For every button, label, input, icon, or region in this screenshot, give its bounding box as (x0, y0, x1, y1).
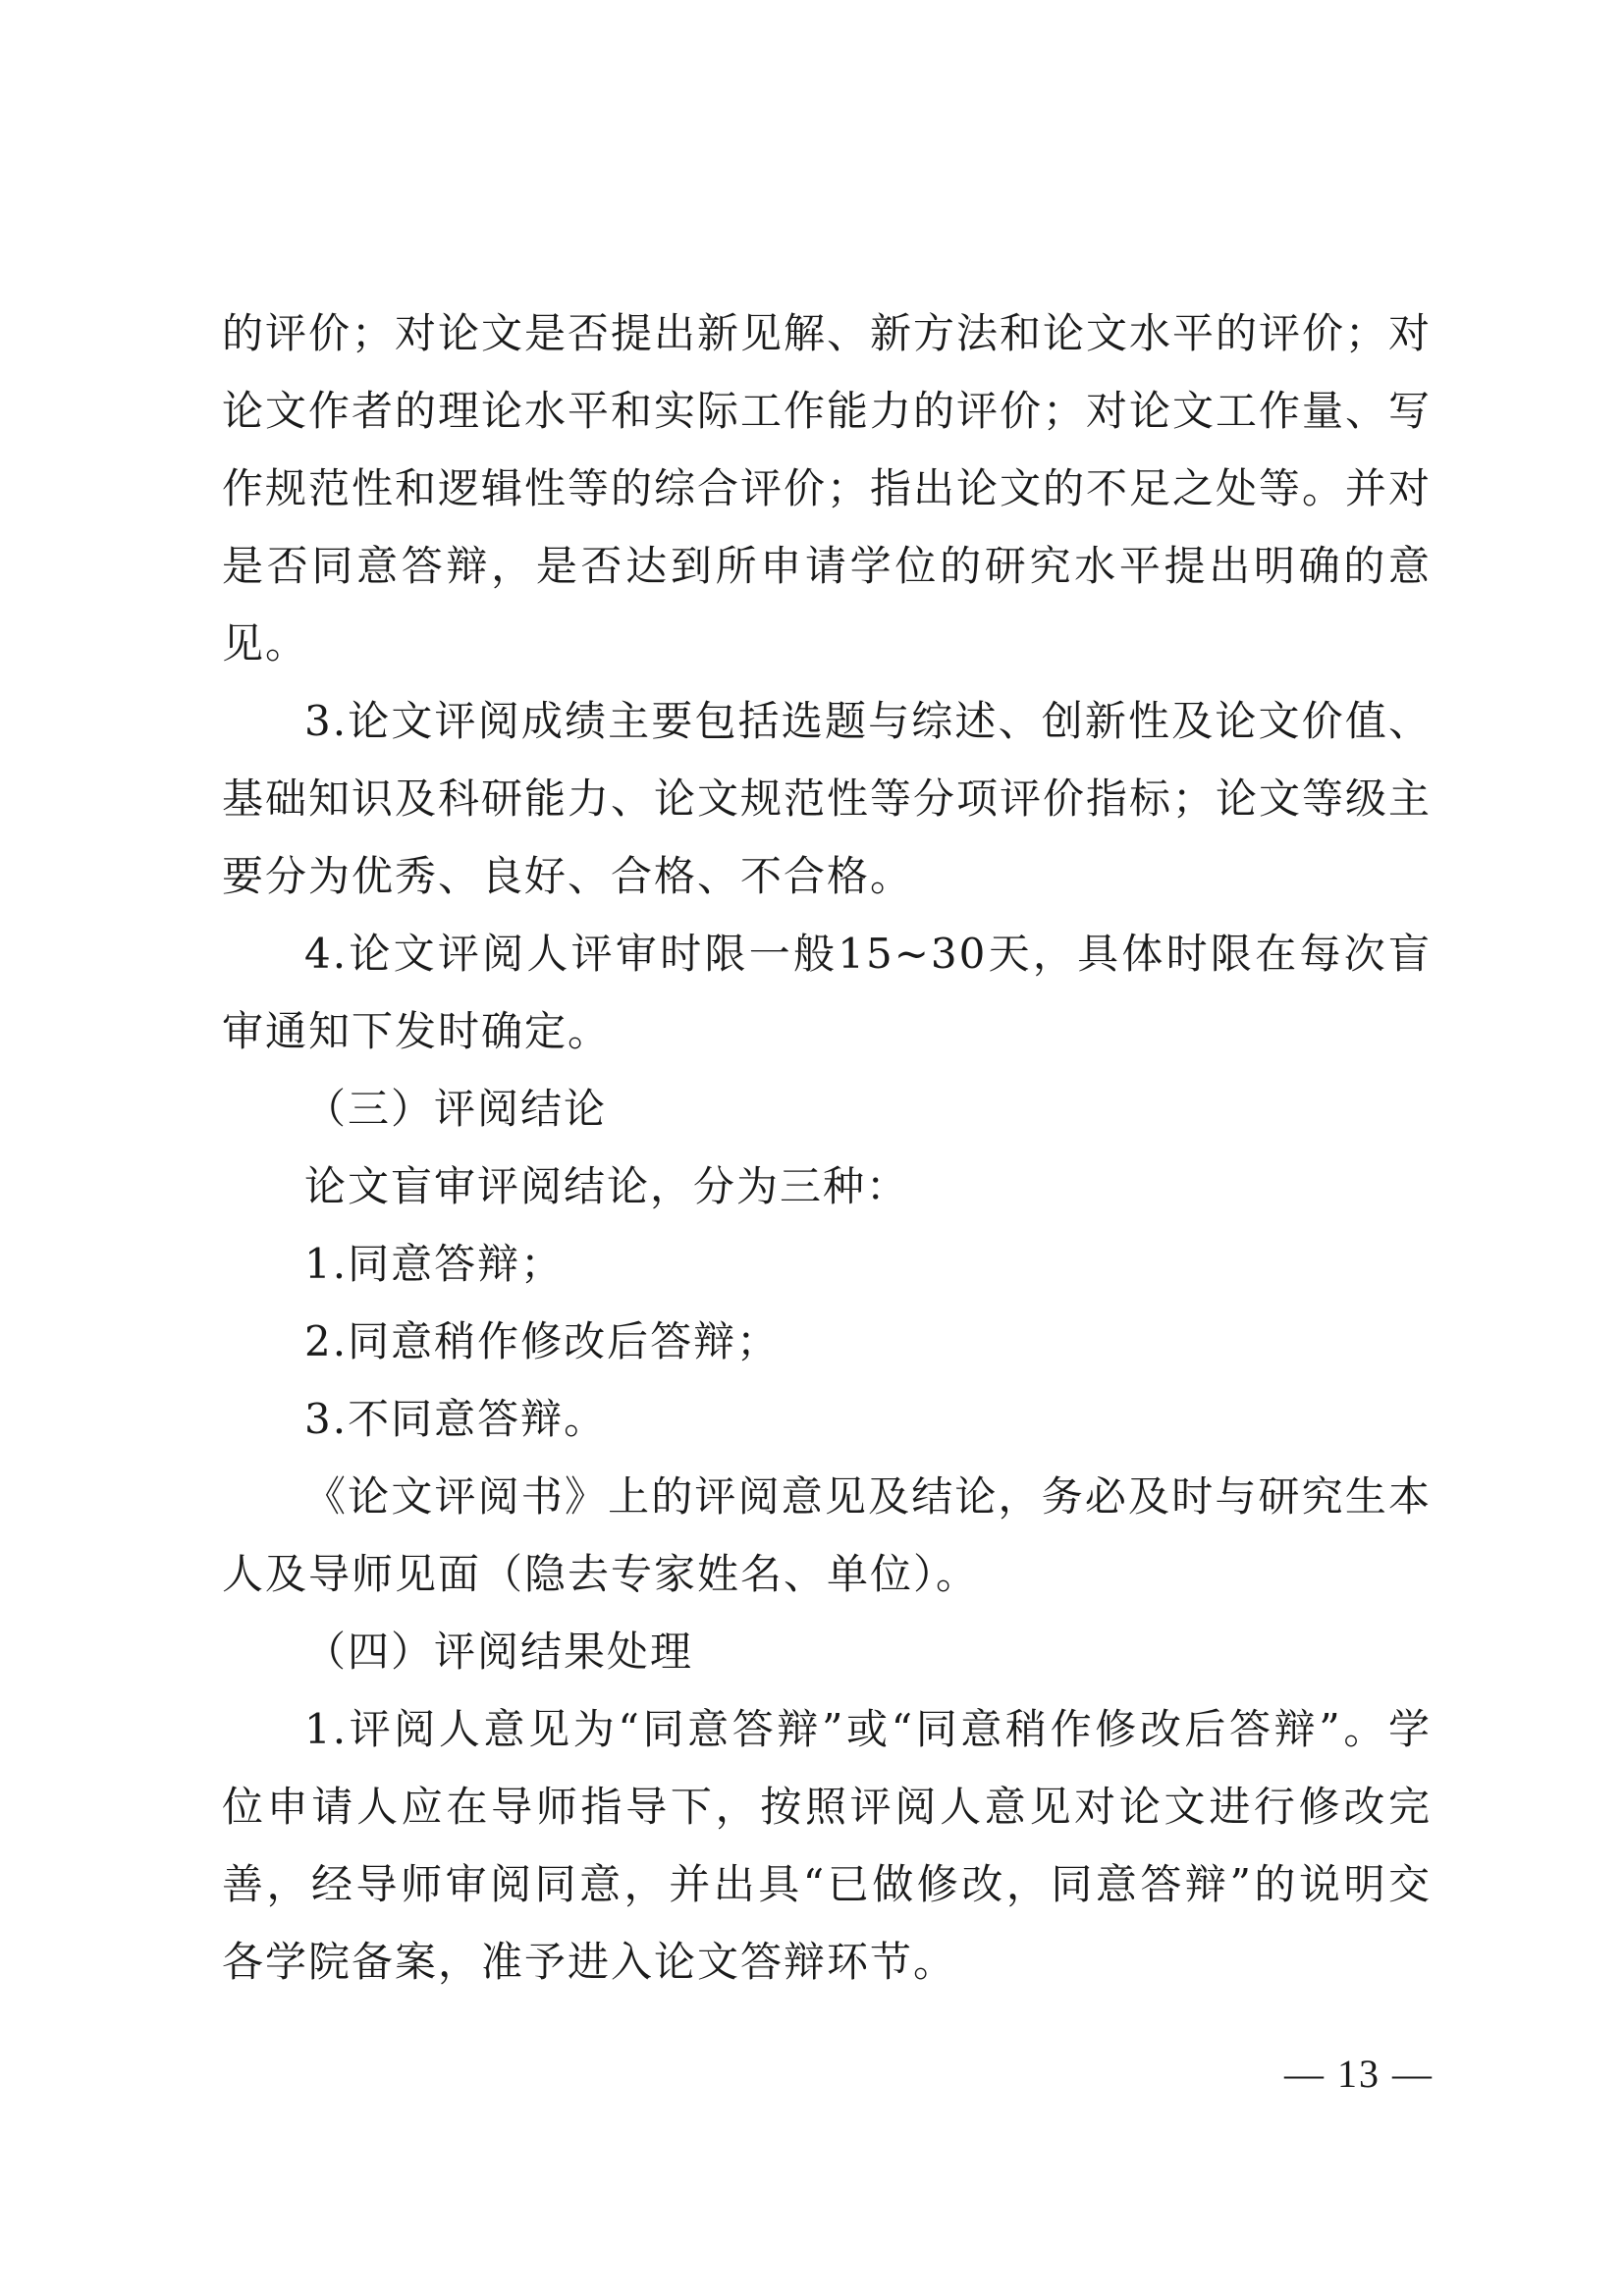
paragraph-review-feedback: 《论文评阅书》上的评阅意见及结论，务必及时与研究生本人及导师见面（隐去专家姓名、单位）。 (222, 1472, 1432, 1598)
section-heading-review-conclusion: （三）评阅结论 (304, 1085, 608, 1133)
list-item-disagree-defense: 3.不同意答辩。 (304, 1395, 608, 1443)
section-heading-result-handling: （四）评阅结果处理 (304, 1628, 694, 1676)
paragraph-review-time-limit: 4.论文评阅人评审时限一般15~30天，具体时限在每次盲审通知下发时确定。 (222, 930, 1432, 1055)
paragraph-review-content: 的评价；对论文是否提出新见解、新方法和论文水平的评价；对论文作者的理论水平和实际工作能力的评价；对论文工作量、写作规范性和逻辑性等的综合评价；指出论文的不足之处等。并对是否同意答辩，是否达到所申请学位的研究水平提出明确的意见。 (222, 309, 1433, 667)
paragraph-review-score: 3.论文评阅成绩主要包括选题与综述、创新性及论文价值、基础知识及科研能力、论文规范性等分项评价指标；论文等级主要分为优秀、良好、合格、不合格。 (222, 697, 1433, 900)
list-item-agree-defense: 1.同意答辩； (304, 1240, 565, 1288)
list-item-agree-after-revision: 2.同意稍作修改后答辩； (304, 1317, 781, 1365)
paragraph-conclusion-intro: 论文盲审评阅结论，分为三种： (304, 1162, 910, 1210)
page-number: — 13 — (1284, 2052, 1434, 2096)
body-text (222, 294, 1432, 2001)
paragraph-result-handling-1: 1.评阅人意见为“同意答辩”或“同意稍作修改后答辩”。学位申请人应在导师指导下，按照评阅人意见对论文进行修改完善，经导师审阅同意，并出具“已做修改，同意答辩”的说明交各学院备案，准予进入论文答辩环节。 (222, 1705, 1432, 1986)
